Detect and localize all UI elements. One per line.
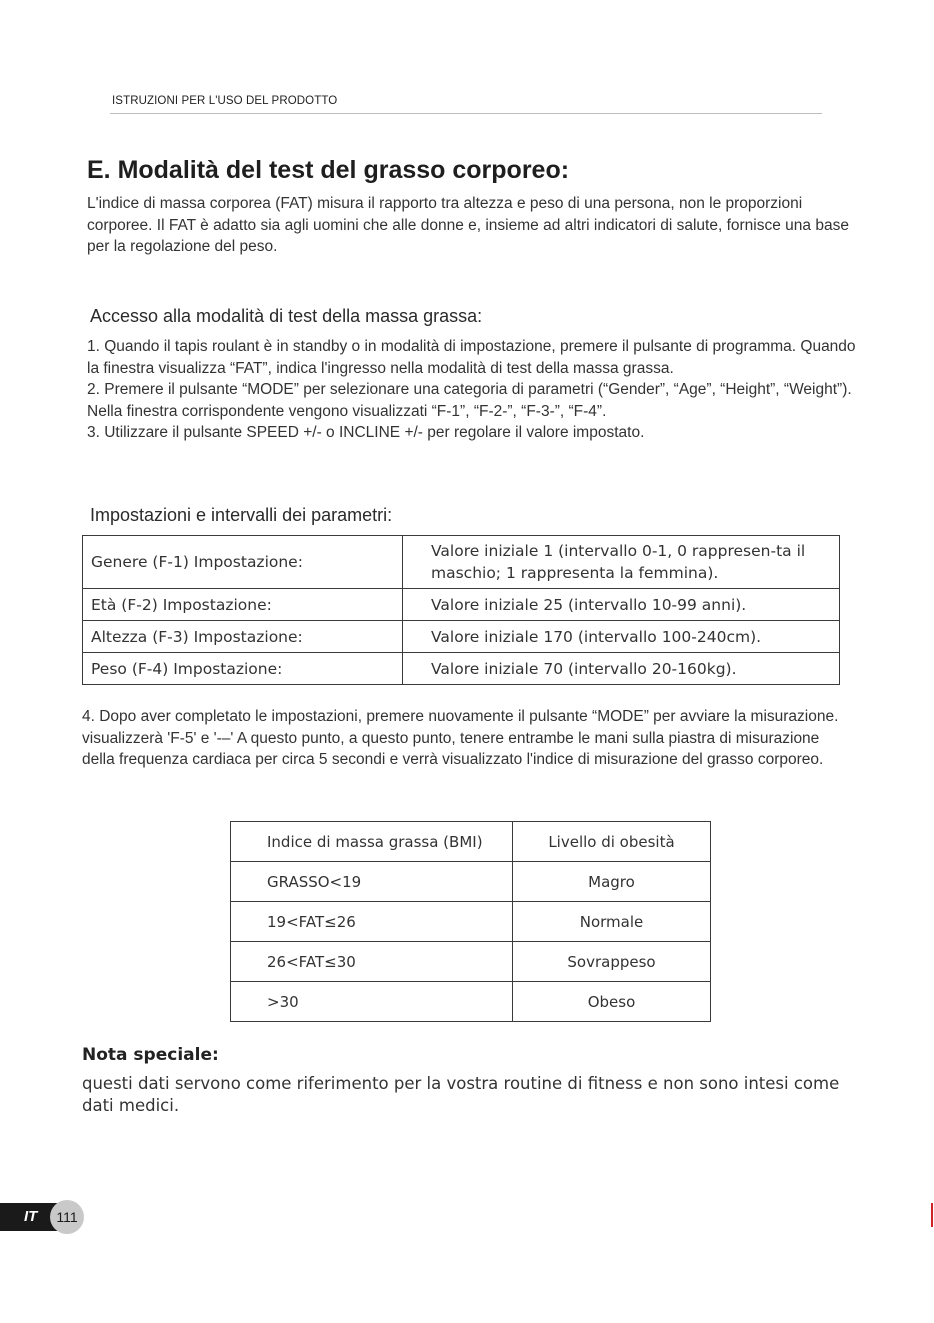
param-label: Età (F-2) Impostazione: — [83, 589, 403, 621]
note-title: Nota speciale: — [82, 1045, 219, 1065]
bmi-index: 19<FAT≤26 — [231, 902, 513, 942]
access-steps — [87, 336, 857, 444]
edge-marker — [931, 1203, 933, 1227]
param-value: Valore iniziale 25 (intervallo 10-99 anni). — [403, 589, 840, 621]
bmi-level: Obeso — [513, 982, 711, 1022]
table-row — [83, 536, 840, 589]
bmi-index: GRASSO<19 — [231, 862, 513, 902]
header-rule — [110, 113, 822, 114]
param-value: Valore iniziale 170 (intervallo 100-240cm). — [403, 621, 840, 653]
page-number-badge: 111 — [50, 1200, 84, 1234]
intro-paragraph: L'indice di massa corporea (FAT) misura il rapporto tra altezza e peso di una persona, non le proporzioni corporee. Il FAT è adatto sia agli uomini che alle donne e, insieme ad altri indicatori di salute, fornisce una base per la regolazione del peso. — [87, 195, 849, 255]
language-tab: IT — [0, 1203, 62, 1231]
access-heading: Accesso alla modalità di test della massa grassa: — [90, 306, 483, 326]
table-row — [83, 621, 840, 653]
param-label: Genere (F-1) Impostazione: — [83, 536, 403, 589]
param-value: Valore iniziale 1 (intervallo 0-1, 0 rappresen-ta il maschio; 1 rappresenta la femmina). — [403, 536, 840, 589]
table-row — [83, 653, 840, 685]
param-value: Valore iniziale 70 (intervallo 20-160kg). — [403, 653, 840, 685]
step-1: 1. Quando il tapis roulant è in standby o in modalità di impostazione, premere il pulsante di programma. Quando la finestra visualizza “FAT”, indica l'ingresso nella modalità di test della massa grassa. — [87, 338, 856, 377]
bmi-level: Magro — [513, 862, 711, 902]
bmi-index: 26<FAT≤30 — [231, 942, 513, 982]
table-row — [231, 942, 711, 982]
step-3: 3. Utilizzare il pulsante SPEED +/- o INCLINE +/- per regolare il valore impostato. — [87, 424, 645, 441]
param-label: Altezza (F-3) Impostazione: — [83, 621, 403, 653]
running-head: ISTRUZIONI PER L'USO DEL PRODOTTO — [112, 95, 338, 107]
step-4-paragraph: 4. Dopo aver completato le impostazioni, premere nuovamente il pulsante “MODE” per avviare la misurazione. visualizzerà 'F-5' e '-–' A questo punto, a questo punto, tenere entrambe le mani sulla piastra di misurazione della frequenza cardiaca per circa 5 secondi e verrà visualizzato l'indice di misurazione del grasso corporeo. — [82, 708, 839, 768]
table-row — [231, 982, 711, 1022]
table-header-row — [231, 822, 711, 862]
table-row — [231, 902, 711, 942]
parameters-table — [82, 535, 840, 685]
bmi-header-level: Livello di obesità — [513, 822, 711, 862]
table-row — [83, 589, 840, 621]
step-2: 2. Premere il pulsante “MODE” per selezionare una categoria di parametri (“Gender”, “Age”, “Height”, “Weight”). Nella finestra corrispondente vengono visualizzati “F-1”, “F-2-”, “F-3-”, “F-4”. — [87, 381, 852, 420]
bmi-level: Normale — [513, 902, 711, 942]
parameters-heading: Impostazioni e intervalli dei parametri: — [90, 505, 393, 525]
param-label: Peso (F-4) Impostazione: — [83, 653, 403, 685]
bmi-level: Sovrappeso — [513, 942, 711, 982]
bmi-index: >30 — [231, 982, 513, 1022]
section-title: E. Modalità del test del grasso corporeo: — [87, 156, 570, 184]
bmi-table — [230, 821, 711, 1022]
table-row — [231, 862, 711, 902]
note-text: questi dati servono come riferimento per la vostra routine di fitness e non sono intesi come dati medici. — [82, 1074, 840, 1115]
bmi-header-index: Indice di massa grassa (BMI) — [231, 822, 513, 862]
